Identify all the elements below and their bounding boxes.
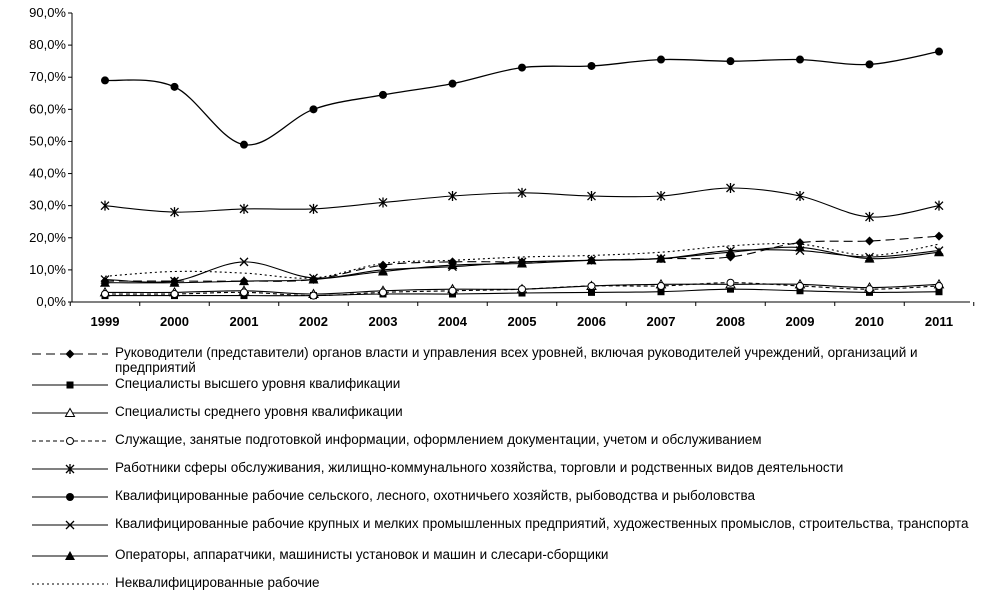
legend-label: Специалисты высшего уровня квалификации [115,376,401,391]
series-markers [100,48,944,300]
data-point-s6-2004 [449,80,457,88]
data-point-s4-2009 [797,282,804,289]
data-point-s4-2003 [380,289,387,296]
x-tick-label: 2001 [229,314,259,329]
legend-label: Квалифицированные рабочие сельского, лесного, охотничьего хозяйств, рыбоводства и рыболовства [115,488,755,503]
legend-swatch-marker [67,382,74,389]
legend-item [30,376,995,404]
x-tick-label: 2010 [855,314,884,329]
legend-item [30,345,995,376]
data-point-s6-2001 [240,141,248,149]
legend-label: Квалифицированные рабочие крупных и мелких промышленных предприятий, художественных промыслов, строительства, транспорта [115,516,969,531]
data-point-s6-2007 [657,56,665,64]
y-tick-label: 60,0% [29,101,66,117]
legend-item [30,547,995,575]
data-point-s6-2009 [796,56,804,64]
legend-swatch [30,461,110,477]
data-point-s4-2002 [310,292,317,299]
data-point-s4-2000 [171,290,178,297]
data-point-s5-2011 [935,201,943,211]
y-tick-label: 10,0% [29,261,66,277]
x-tick-label: 2005 [507,314,537,329]
legend-item [30,404,995,432]
data-point-s4-2010 [866,286,873,293]
legend-label: Специалисты среднего уровня квалификации [115,404,403,419]
data-point-s5-2009 [796,191,804,201]
legend-label: Служащие, занятые подготовкой информации, оформлением документации, учетом и обслуживанием [115,432,762,447]
legend-swatch-marker [66,350,75,359]
legend-item [30,432,995,460]
legend-swatch-marker [67,438,74,445]
legend-item [30,460,995,488]
x-tick-label: 2003 [368,314,398,329]
data-point-s6-2011 [935,48,943,56]
legend-label: Руководители (представители) органов власти и управления всех уровней, включая руководителей учреждений, организаций и предприятий [115,345,918,375]
data-point-s4-2011 [936,282,943,289]
y-tick-label: 30,0% [29,197,66,213]
legend-swatch [30,489,110,505]
x-tick-label: 2004 [438,314,467,329]
data-point-s4-2004 [449,287,456,294]
legend-swatch [30,346,110,362]
data-point-s4-1999 [102,290,109,297]
legend-swatch-marker [66,493,74,501]
legend-label: Неквалифицированные рабочие [115,575,320,590]
legend-item [30,488,995,516]
legend-label: Операторы, аппаратчики, машинисты установок и машин и слесари-сборщики [115,547,609,562]
legend-swatch [30,517,110,533]
x-tick-label: 2000 [160,314,189,329]
y-tick-label: 50,0% [29,133,66,149]
x-tick-label: 2011 [924,314,954,329]
data-point-s6-2000 [171,83,179,91]
x-tick-label: 1999 [90,314,120,329]
data-point-s6-2006 [588,62,596,70]
data-point-s6-1999 [101,76,109,84]
data-point-s6-2005 [518,64,526,72]
legend-swatch [30,548,110,564]
x-tick-label: 2006 [577,314,606,329]
legend-swatch [30,433,110,449]
y-axis [29,5,72,309]
legend-swatch [30,377,110,393]
y-tick-label: 90,0% [29,5,66,20]
x-axis [70,302,974,329]
y-tick-label: 20,0% [29,229,66,245]
legend-item [30,516,995,547]
data-point-s4-2005 [519,286,526,293]
x-tick-label: 2009 [785,314,815,329]
data-point-s4-2008 [727,279,734,286]
legend-label: Работники сферы обслуживания, жилищно-коммунального хозяйства, торговли и родственных видов деятельности [115,460,844,475]
y-tick-label: 40,0% [29,165,66,181]
data-point-s1-2011 [935,232,944,241]
data-point-s6-2002 [310,105,318,113]
data-point-s6-2008 [727,57,735,65]
data-point-s8-2011 [934,247,944,256]
data-point-s4-2007 [658,282,665,289]
data-point-s1-2010 [865,236,874,245]
data-point-s6-2003 [379,91,387,99]
y-tick-label: 0,0% [36,294,66,309]
legend [30,345,995,603]
x-tick-label: 2008 [716,314,745,329]
x-tick-label: 2007 [646,314,676,329]
legend-item [30,575,995,603]
y-tick-label: 80,0% [29,37,66,53]
data-point-s4-2001 [241,289,248,296]
data-point-s6-2010 [866,60,874,68]
legend-swatch [30,576,110,592]
data-point-s4-2006 [588,282,595,289]
y-tick-label: 70,0% [29,69,66,85]
x-tick-label: 2002 [299,314,328,329]
legend-swatch [30,405,110,421]
